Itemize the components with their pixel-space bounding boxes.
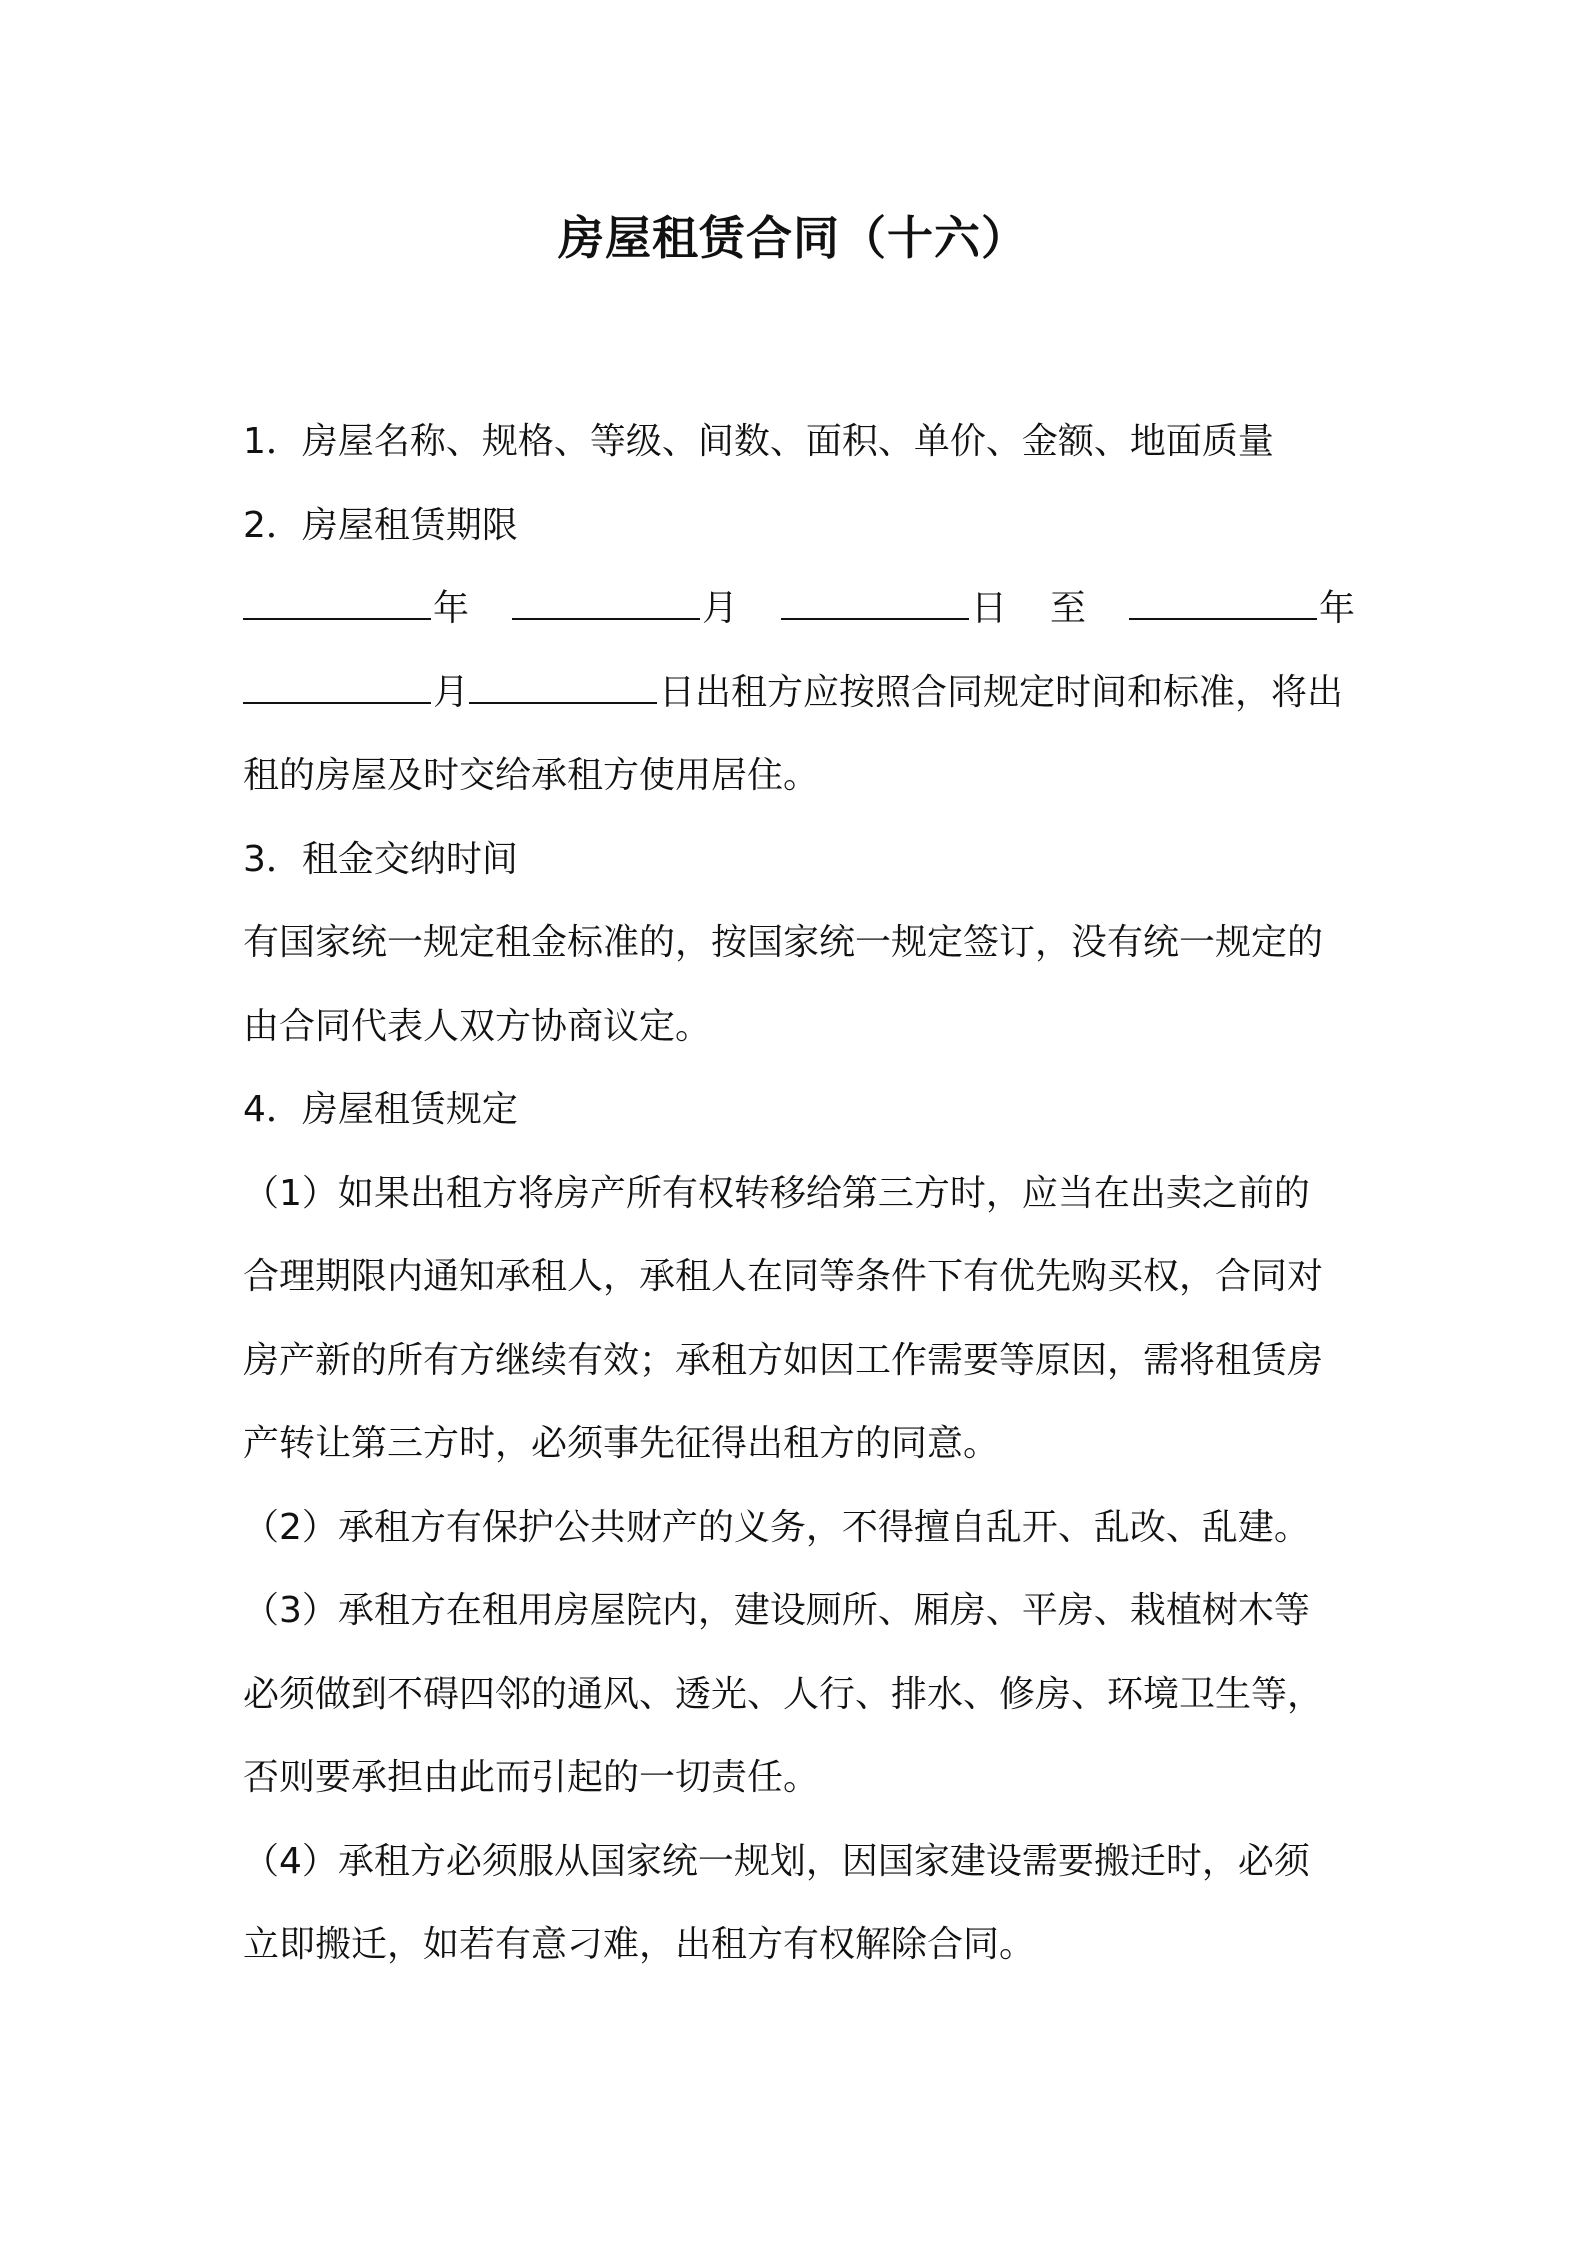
blank-field <box>1129 588 1317 620</box>
rule-3-line-1: （3）承租方在租用房屋院内，建设厕所、厢房、平房、栽植树木等 <box>243 1590 1310 1631</box>
blank-field <box>243 672 431 704</box>
clause-1: 1．房屋名称、规格、等级、间数、面积、单价、金额、地面质量 <box>243 421 1274 462</box>
blank-field <box>243 588 431 620</box>
date-month-label: 月 <box>701 588 738 629</box>
date-month2-label: 月 <box>433 671 470 713</box>
rent-text-2: 由合同代表人双方协商议定。 <box>243 1005 712 1047</box>
clause-2: 2．房屋租赁期限 <box>243 504 518 546</box>
rule-1-line-4: 产转让第三方时，必须事先征得出租方的同意。 <box>243 1423 1000 1464</box>
rent-text-1: 有国家统一规定租金标准的，按国家统一规定签订，没有统一规定的 <box>243 922 1324 963</box>
date-day-label: 日 <box>970 588 1007 629</box>
lease-date-row <box>243 567 1355 651</box>
rule-3-line-3: 否则要承担由此而引起的一切责任。 <box>243 1757 820 1798</box>
rule-4-line-1: （4）承租方必须服从国家统一规划，因国家建设需要搬迁时，必须 <box>243 1840 1310 1882</box>
clause-4: 4．房屋租赁规定 <box>243 1089 518 1130</box>
lease-term-cont: 租的房屋及时交给承租方使用居住。 <box>243 755 820 796</box>
document-body <box>243 400 1355 1987</box>
rule-1-line-3: 房产新的所有方继续有效；承租方如因工作需要等原因，需将租赁房 <box>243 1339 1324 1381</box>
lease-term-text: 日出租方应按照合同规定时间和标准，将出 <box>659 671 1344 713</box>
date-year-label: 年 <box>433 588 470 629</box>
rule-2: （2）承租方有保护公共财产的义务，不得擅自乱开、乱改、乱建。 <box>243 1506 1310 1548</box>
rule-1-line-1: （1）如果出租方将房产所有权转移给第三方时，应当在出卖之前的 <box>243 1172 1310 1214</box>
blank-field <box>469 672 657 704</box>
clause-3: 3．租金交纳时间 <box>243 838 518 880</box>
lease-term-line <box>243 651 1355 735</box>
blank-field <box>512 588 700 620</box>
date-to-label: 至 <box>1049 588 1086 629</box>
date-year2-label: 年 <box>1318 588 1355 629</box>
blank-field <box>781 588 969 620</box>
rule-1-line-2: 合理期限内通知承租人，承租人在同等条件下有优先购买权，合同对 <box>243 1256 1324 1297</box>
document-title: 房屋租赁合同（十六） <box>558 211 1028 265</box>
rule-3-line-2: 必须做到不碍四邻的通风、透光、人行、排水、修房、环境卫生等， <box>243 1673 1324 1715</box>
rule-4-line-2: 立即搬迁，如若有意刁难，出租方有权解除合同。 <box>243 1924 1036 1965</box>
